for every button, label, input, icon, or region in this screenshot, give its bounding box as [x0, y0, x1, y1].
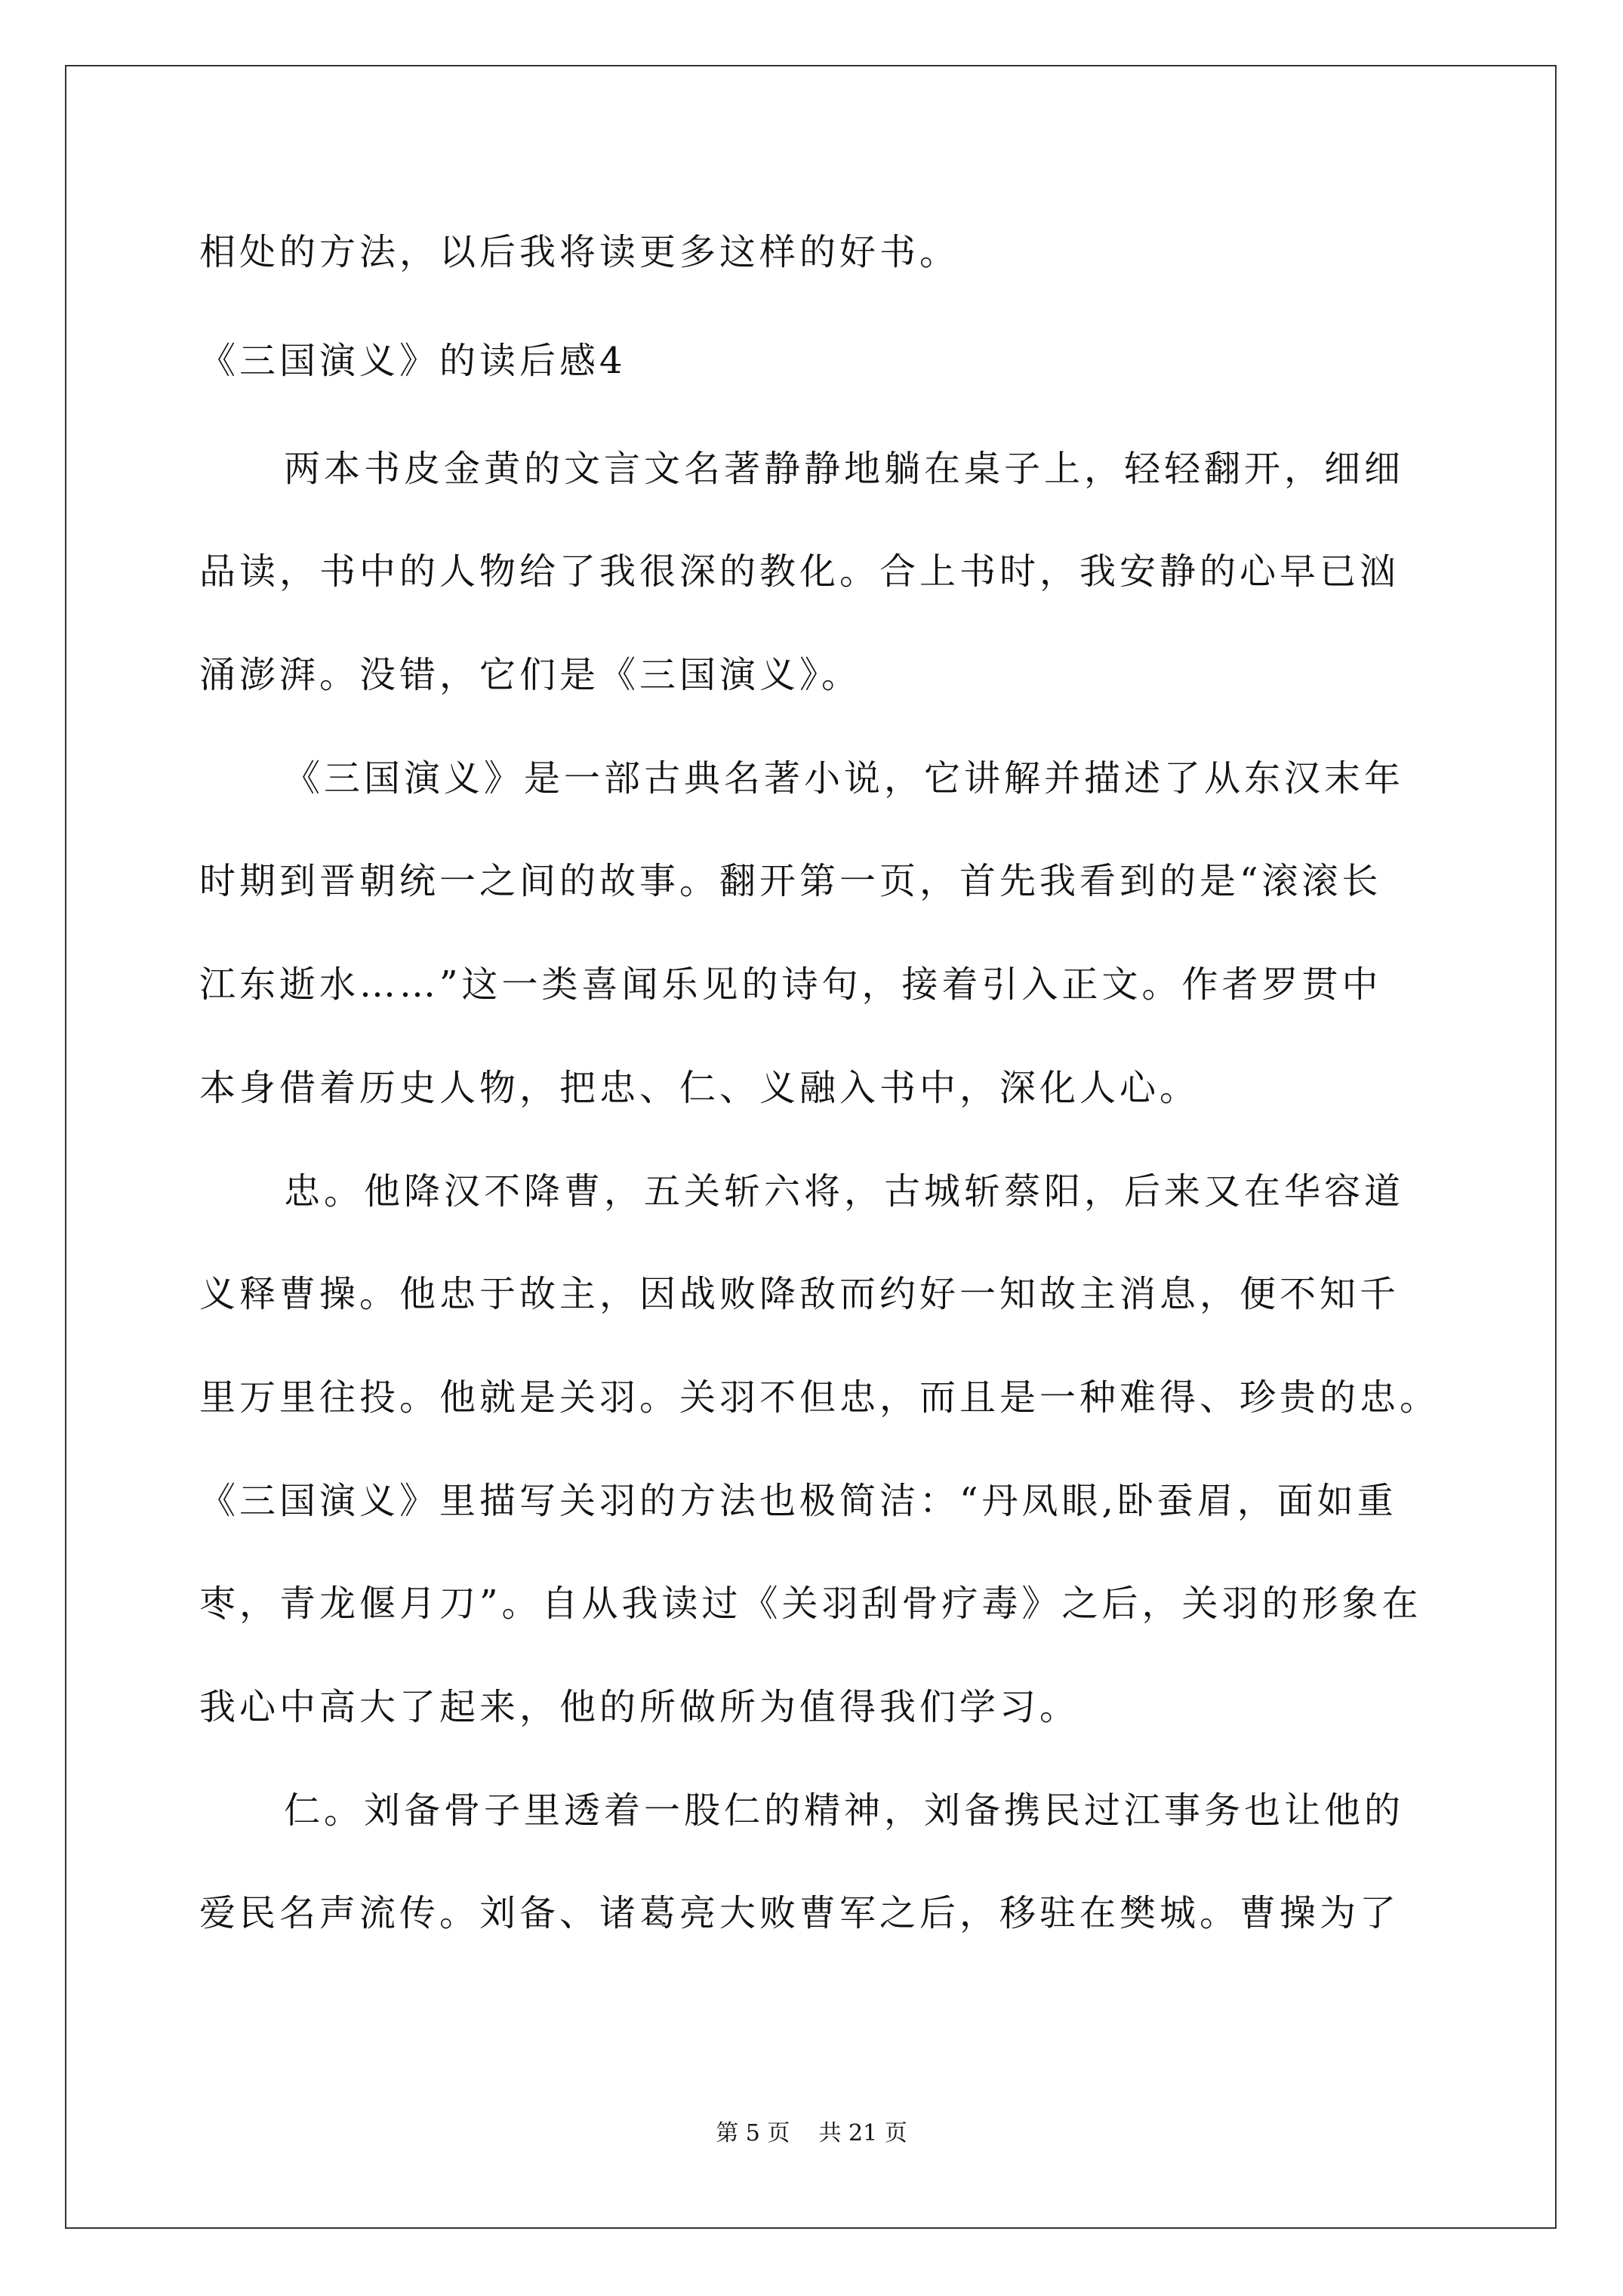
text-line: 两本书皮金黄的文言文名著静静地躺在桌子上，轻轻翻开，细细	[284, 448, 1405, 490]
text-line: 《三国演义》里描写关羽的方法也极简洁：“丹凤眼,卧蚕眉，面如重	[199, 1480, 1397, 1522]
text-line: 品读，书中的人物给了我很深的教化。合上书时，我安静的心早已汹	[199, 550, 1400, 593]
text-line: 时期到晋朝统一之间的故事。翻开第一页，首先我看到的是“滚滚长	[199, 860, 1382, 902]
text-line: 爱民名声流传。刘备、诸葛亮大败曹军之后，移驻在樊城。曹操为了	[199, 1892, 1400, 1934]
text-line: 涌澎湃。没错，它们是《三国演义》。	[199, 654, 862, 696]
text-line: 本身借着历史人物，把忠、仁、义融入书中，深化人心。	[199, 1067, 1200, 1109]
text-line: 江东逝水……”这一类喜闻乐见的诗句，接着引入正文。作者罗贯中	[199, 963, 1382, 1006]
text-line: 义释曹操。他忠于故主，因战败降敌而约好一知故主消息，便不知千	[199, 1273, 1400, 1315]
text-line: 里万里往投。他就是关羽。关羽不但忠，而且是一种难得、珍贵的忠。	[199, 1376, 1440, 1419]
text-line: 忠。他降汉不降曹，五关斩六将，古城斩蔡阳，后来又在华容道	[284, 1170, 1405, 1213]
text-line: 我心中高大了起来，他的所做所为值得我们学习。	[199, 1686, 1080, 1728]
text-line: 枣，青龙偃月刀”。自从我读过《关羽刮骨疗毒》之后，关羽的形象在	[199, 1583, 1422, 1625]
text-line: 相处的方法，以后我将读更多这样的好书。	[199, 231, 960, 273]
section-heading: 《三国演义》的读后感4	[199, 340, 627, 382]
page-number: 第 5 页 共 21 页	[716, 2120, 907, 2147]
text-line: 仁。刘备骨子里透着一股仁的精神，刘备携民过江事务也让他的	[284, 1789, 1405, 1832]
text-line: 《三国演义》是一部古典名著小说，它讲解并描述了从东汉末年	[284, 757, 1405, 800]
